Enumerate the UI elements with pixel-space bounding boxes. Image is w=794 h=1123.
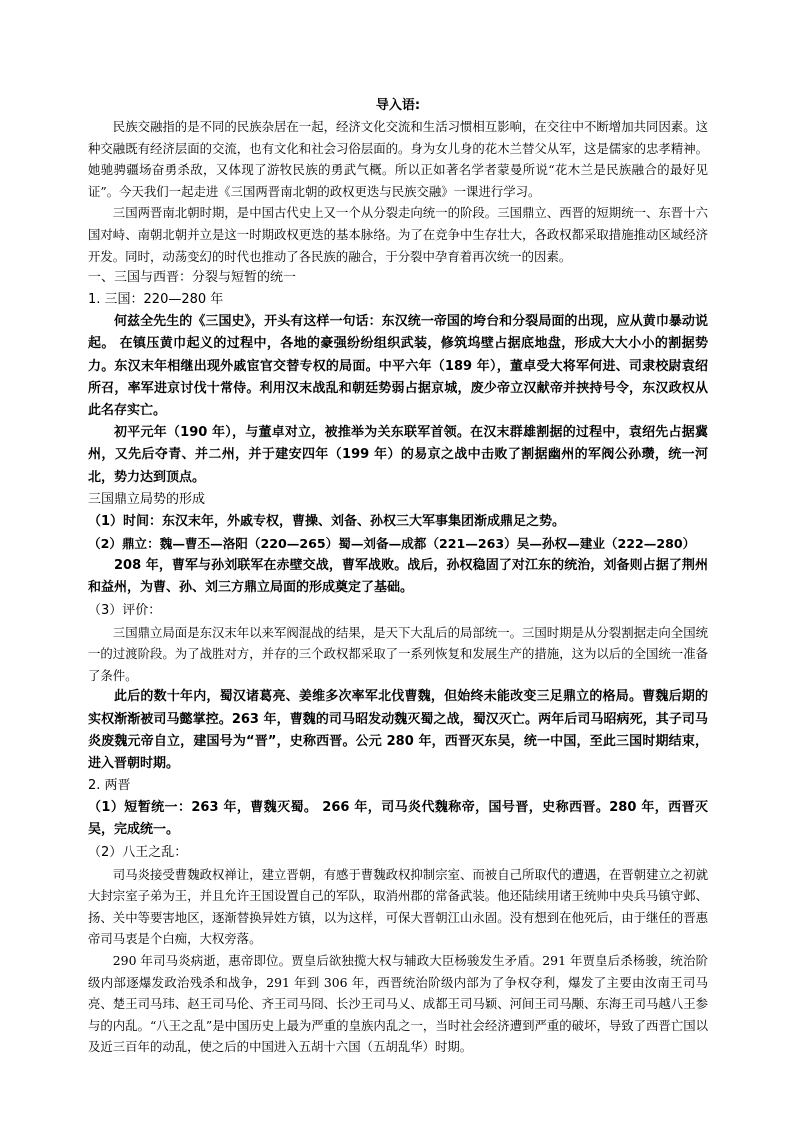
intro-title: 导入语: (375, 98, 421, 113)
paragraph-sima-yan: 司马炎接受曹魏政权禅让，建立晋朝，有感于曹魏政权抑制宗室、而被自己所取代的遭遇，在晋朝建立之初就大封宗室子弟为王，并且允许王国设置自己的军队，取消州郡的常备武装。他还陆续用诸王统帅中央兵马镇守邺、扬、关中等要害地区，逐渐替换异姓方镇，以为这样，可保大晋朝江山永固。没有想到在他死后，由于继任的晋惠帝司马衷是个白痴，大权旁落。 (88, 866, 708, 947)
heading-formation: 三国鼎立局势的形成 (88, 491, 206, 507)
item-short-unification: （1）短暂统一：263 年，曹魏灭蜀。 266 年，司马炎代魏称帝，国号晋，史称西晋。280 年，西晋灭吴，完成统一。 (88, 800, 708, 838)
paragraph-history-origin: 何兹全先生的《三国史》，开头有这样一句话：东汉统一帝国的垮台和分裂局面的出现，应从黄巾暴动说起。 在镇压黄巾起义的过程中，各地的豪强纷纷组织武装，修筑坞壁占据底地盘，形成大大小小的割据势力。东汉末年相继出现外戚宦官交替专权的局面。中平六年（189 年），董卓受大将军何进、司隶校尉袁绍所召，率军进京讨伐十常侍。利用汉末战乱和朝廷势弱占据京城，废少帝立汉献帝并挟持号令，东汉政权从此名存实亡。 (88, 314, 708, 418)
intro-paragraph-1: 民族交融指的是不同的民族杂居在一起，经济文化交流和生活习惯相互影响，在交往中不断增加共同因素。这种交融既有经济层面的交流，也有文化和社会习俗层面的。身为女儿身的花木兰替父从军，这是儒家的忠孝精神。她驰骋疆场奋勇杀敌，又体现了游牧民族的勇武气概。所以正如著名学者蒙曼所说“花木兰是民族融合的最好见证”。今天我们一起走进《三国两晋南北朝的政权更迭与民族交融》一课进行学习。 (88, 119, 708, 199)
subsection-heading-two-jin: 2. 两晋 (88, 778, 131, 794)
subsection-heading-three-kingdoms: 1. 三国：220—280 年 (88, 292, 224, 308)
paragraph-evaluation: 三国鼎立局面是东汉末年以来军阀混战的结果，是天下大乱后的局部统一。三国时期是从分裂割据走向全国统一的过渡阶段。为了战胜对方，并存的三个政权都采取了一系列恢复和发展生产的措施，这为以后的全国统一准备了条件。 (88, 624, 708, 683)
item-time: （1）时间：东汉末年，外戚专权，曹操、刘备、孙权三大军事集团渐成鼎足之势。 (88, 513, 566, 529)
document-page (88, 96, 708, 1058)
heading-evaluation: （3）评价： (88, 602, 162, 618)
intro-paragraph-2: 三国两晋南北朝时期，是中国古代史上又一个从分裂走向统一的阶段。三国鼎立、西晋的短期统一、东晋十六国对峙、南朝北朝并立是这一时期政权更迭的基本脉络。为了在竞争中生存壮大，各政权都采取措施推动区域经济开发。同时，动荡变幻的时代也推动了各民族的融合，于分裂中孕育着再次统一的因素。 (88, 205, 708, 264)
item-dingli: （2）鼎立：魏—曹丕—洛阳（220—265）蜀—刘备—成都（221—263）吴—孙权—建业（222—280） (88, 535, 696, 551)
paragraph-yuan-shao: 初平元年（190 年），与董卓对立，被推举为关东联军首领。在汉末群雄割据的过程中，袁绍先占据冀州，又先后夺青、并二州，并于建安四年（199 年）的易京之战中击败了割据幽州的军阀公孙瓒，统一河北，势力达到顶点。 (88, 425, 708, 485)
paragraph-eight-princes: 290 年司马炎病逝，惠帝即位。贾皇后欲独揽大权与辅政大臣杨骏发生矛盾。291 年贾皇后杀杨骏，统治阶级内部逐爆发政治残杀和战争，291 年到 306 年，西晋统治阶级内部为了争权夺利，爆发了主要由汝南王司马亮、楚王司马玮、赵王司马伦、齐王司马冏、长沙王司马乂、成都王司马颖、河间王司马颙、东海王司马越八王参与的内乱。“八王之乱”是中国历史上最为严重的皇族内乱之一，当时社会经济遭到严重的破坏，导致了西晋亡国以及近三百年的动乱，使之后的中国进入五胡十六国（五胡乱华）时期。 (88, 952, 708, 1055)
section-heading-1: 一、三国与西晋：分裂与短暂的统一 (88, 270, 297, 286)
paragraph-jin-founding: 此后的数十年内，蜀汉诸葛亮、姜维多次率军北伐曹魏，但始终未能改变三足鼎立的格局。曹魏后期的实权渐渐被司马懿掌控。263 年，曹魏的司马昭发动魏灭蜀之战，蜀汉灭亡。两年后司马昭病死，其子司马炎废魏元帝自立，建国号为“晋”，史称西晋。公元 280 年，西晋灭东吴，统一中国，至此三国时期结束，进入晋朝时期。 (88, 689, 708, 771)
paragraph-red-cliffs: 208 年，曹军与孙刘联军在赤壁交战，曹军战败。战后，孙权稳固了对江东的统治，刘备则占据了荆州和益州，为曹、孙、刘三方鼎立局面的形成奠定了基础。 (88, 558, 708, 596)
heading-eight-princes: （2）八王之乱： (88, 844, 188, 860)
